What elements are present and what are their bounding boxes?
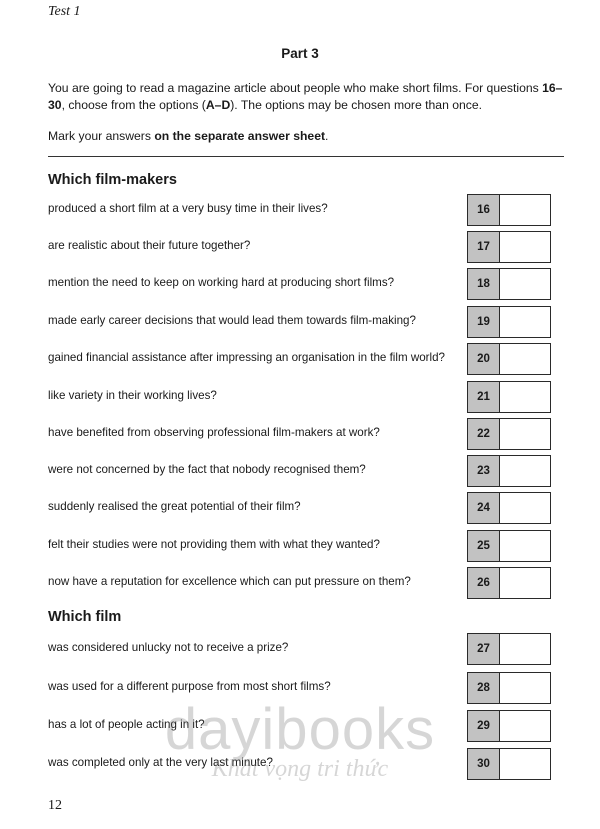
answer-box: [467, 530, 551, 562]
instructions-paragraph: [48, 80, 566, 114]
question-row: [0, 381, 600, 413]
answer-field[interactable]: [500, 382, 550, 412]
mark-suffix: .: [325, 129, 329, 143]
question-text: was completed only at the very last minute?: [48, 756, 273, 769]
question-text: has a lot of people acting in it?: [48, 718, 205, 731]
answer-box: [467, 381, 551, 413]
question-row: [0, 194, 600, 226]
question-number: 29: [468, 711, 500, 741]
instructions-intro: You are going to read a magazine article about people who make short films. For questions: [48, 81, 539, 95]
question-number: 28: [468, 673, 500, 703]
instructions-choose-suffix: ). The options may be chosen more than once.: [230, 98, 483, 112]
answer-box: [467, 343, 551, 375]
instructions-choose-prefix: , choose from the options (: [61, 98, 206, 112]
answer-field[interactable]: [500, 232, 550, 262]
answer-box: [467, 748, 551, 780]
part-title: Part 3: [281, 46, 319, 61]
question-row: [0, 268, 600, 300]
mark-emphasis: on the separate answer sheet: [154, 129, 326, 143]
answer-field[interactable]: [500, 307, 550, 337]
options-range: A–D: [205, 98, 231, 112]
question-number: 24: [468, 493, 500, 523]
answer-field[interactable]: [500, 344, 550, 374]
answer-field[interactable]: [500, 419, 550, 449]
question-number: 21: [468, 382, 500, 412]
answer-field[interactable]: [500, 269, 550, 299]
answer-box: [467, 672, 551, 704]
watermark-brand: dayibooks: [164, 697, 436, 762]
answer-box: [467, 231, 551, 263]
answer-field[interactable]: [500, 531, 550, 561]
question-row: [0, 567, 600, 599]
question-row: [0, 418, 600, 450]
question-number: 27: [468, 634, 500, 664]
question-row: [0, 672, 600, 704]
question-number: 22: [468, 419, 500, 449]
question-row: [0, 530, 600, 562]
question-row: [0, 748, 600, 780]
question-text: felt their studies were not providing them with what they wanted?: [48, 538, 380, 551]
question-text: suddenly realised the great potential of their film?: [48, 500, 301, 513]
answer-box: [467, 567, 551, 599]
question-text: now have a reputation for excellence which can put pressure on them?: [48, 575, 411, 588]
question-number: 17: [468, 232, 500, 262]
answer-box: [467, 306, 551, 338]
answer-box: [467, 455, 551, 487]
question-row: [0, 710, 600, 742]
answer-sheet-instruction: [48, 129, 328, 143]
section-heading-film-makers: Which film-makers: [48, 172, 177, 188]
answer-box: [467, 710, 551, 742]
question-row: [0, 492, 600, 524]
mark-prefix: Mark your answers: [48, 129, 155, 143]
answer-field[interactable]: [500, 456, 550, 486]
answer-field[interactable]: [500, 749, 550, 779]
answer-field[interactable]: [500, 195, 550, 225]
answer-box: [467, 418, 551, 450]
question-text: like variety in their working lives?: [48, 389, 217, 402]
question-text: gained financial assistance after impressing an organisation in the film world?: [48, 351, 445, 364]
question-row: [0, 633, 600, 665]
question-number: 19: [468, 307, 500, 337]
question-number: 23: [468, 456, 500, 486]
answer-box: [467, 492, 551, 524]
answer-field[interactable]: [500, 568, 550, 598]
question-number: 30: [468, 749, 500, 779]
question-number: 16: [468, 195, 500, 225]
question-number: 26: [468, 568, 500, 598]
question-text: mention the need to keep on working hard at producing short films?: [48, 276, 395, 289]
question-text: made early career decisions that would lead them towards film-making?: [48, 314, 416, 327]
answer-field[interactable]: [500, 711, 550, 741]
divider-rule: [48, 156, 564, 157]
question-row: [0, 306, 600, 338]
question-text: produced a short film at a very busy time in their lives?: [48, 202, 328, 215]
question-text: are realistic about their future together?: [48, 239, 251, 252]
page-number: 12: [48, 798, 62, 813]
running-header: Test 1: [48, 4, 81, 19]
question-number: 20: [468, 344, 500, 374]
answer-field[interactable]: [500, 673, 550, 703]
question-text: were not concerned by the fact that nobody recognised them?: [48, 463, 366, 476]
watermark-slogan: Khát vọng tri thức: [211, 756, 389, 782]
answer-field[interactable]: [500, 634, 550, 664]
question-text: was considered unlucky not to receive a prize?: [48, 641, 289, 654]
question-row: [0, 231, 600, 263]
question-text: have benefited from observing professional film-makers at work?: [48, 426, 380, 439]
question-row: [0, 455, 600, 487]
answer-box: [467, 633, 551, 665]
answer-field[interactable]: [500, 493, 550, 523]
section-heading-film: Which film: [48, 609, 122, 625]
answer-box: [467, 268, 551, 300]
answer-box: [467, 194, 551, 226]
question-range: 16–30: [48, 81, 563, 112]
question-text: was used for a different purpose from most short films?: [48, 680, 331, 693]
question-row: [0, 343, 600, 375]
question-number: 25: [468, 531, 500, 561]
question-number: 18: [468, 269, 500, 299]
